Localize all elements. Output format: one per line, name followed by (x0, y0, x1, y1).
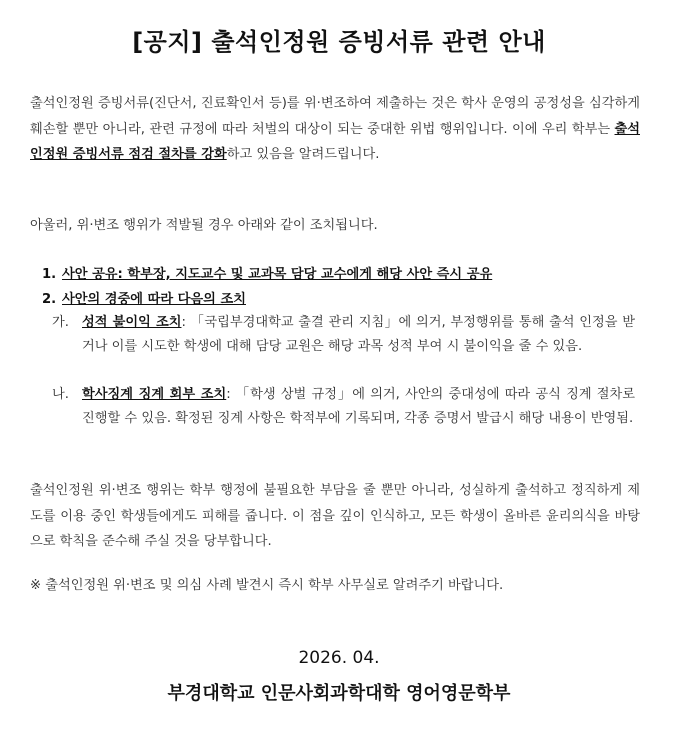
sub-item-grade-penalty (52, 311, 635, 359)
reference-note: ※ 출석인정원 위·변조 및 의심 사례 발견시 즉시 학부 사무실로 알려주기 바랍니다. (30, 578, 504, 593)
list-item (42, 287, 642, 312)
sub-item-text: : 「국립부경대학교 출결 관리 지침」에 의거, 부정행위를 통해 출석 인정을 받거나 이를 시도한 학생에 대해 담당 교원은 해당 과목 성적 부여 시 불이익을 줄 수 있음. (82, 315, 635, 354)
sub-item-marker: 가. (52, 315, 69, 330)
issuing-organization: 부경대학교 인문사회과학대학 영어영문학부 (167, 683, 511, 704)
list-label: 사안의 경중에 따라 다음의 조치 (62, 292, 246, 307)
list-number: 1. (42, 267, 57, 282)
closing-paragraph: 출석인정원 위·변조 행위는 학부 행정에 불필요한 부담을 줄 뿐만 아니라, 성실하게 출석하고 정직하게 제도를 이용 중인 학생들에게도 피해를 줍니다. 이 점을 깊이 인식하고, 모든 학생이 올바른 윤리의식을 바탕으로 학칙을 준수해 주실 것을 당부합니다. (30, 483, 640, 549)
notice-title: [공지] 출석인정원 증빙서류 관련 안내 (132, 28, 546, 56)
sub-item-text: : 「학생 상벌 규정」에 의거, 사안의 중대성에 따라 공식 징계 절차로 진행할 수 있음. 확정된 징계 사항은 학적부에 기록되며, 각종 증명서 발급시 해당 내용이 반영됨. (82, 387, 635, 426)
sub-item-label: 성적 불이익 조치 (82, 315, 182, 330)
list-item (42, 262, 642, 287)
sub-item-disciplinary (52, 383, 635, 431)
measures-intro: 아울러, 위·변조 행위가 적발될 경우 아래와 같이 조치됩니다. (30, 218, 378, 233)
notice-date: 2026. 04. (298, 648, 380, 668)
sub-item-marker: 나. (52, 387, 69, 402)
intro-text-end: 하고 있음을 알려드립니다. (226, 147, 380, 162)
intro-paragraph (30, 91, 640, 168)
sub-item-label: 학사징계 징계 회부 조치 (82, 387, 227, 402)
intro-text: 출석인정원 증빙서류(진단서, 진료확인서 등)를 위·변조하여 제출하는 것은 학사 운영의 공정성을 심각하게 훼손할 뿐만 아니라, 관련 규정에 따라 처벌의 대상이 되는 중대한 위법 행위입니다. 이에 우리 학부는 (30, 96, 640, 137)
emphasized-text: 출석인정원 증빙서류 점검 절차를 강화 (30, 121, 640, 162)
list-number: 2. (42, 292, 57, 307)
measures-list (42, 262, 642, 312)
list-label: 사안 공유: 학부장, 지도교수 및 교과목 담당 교수에게 해당 사안 즉시 공유 (62, 267, 493, 282)
